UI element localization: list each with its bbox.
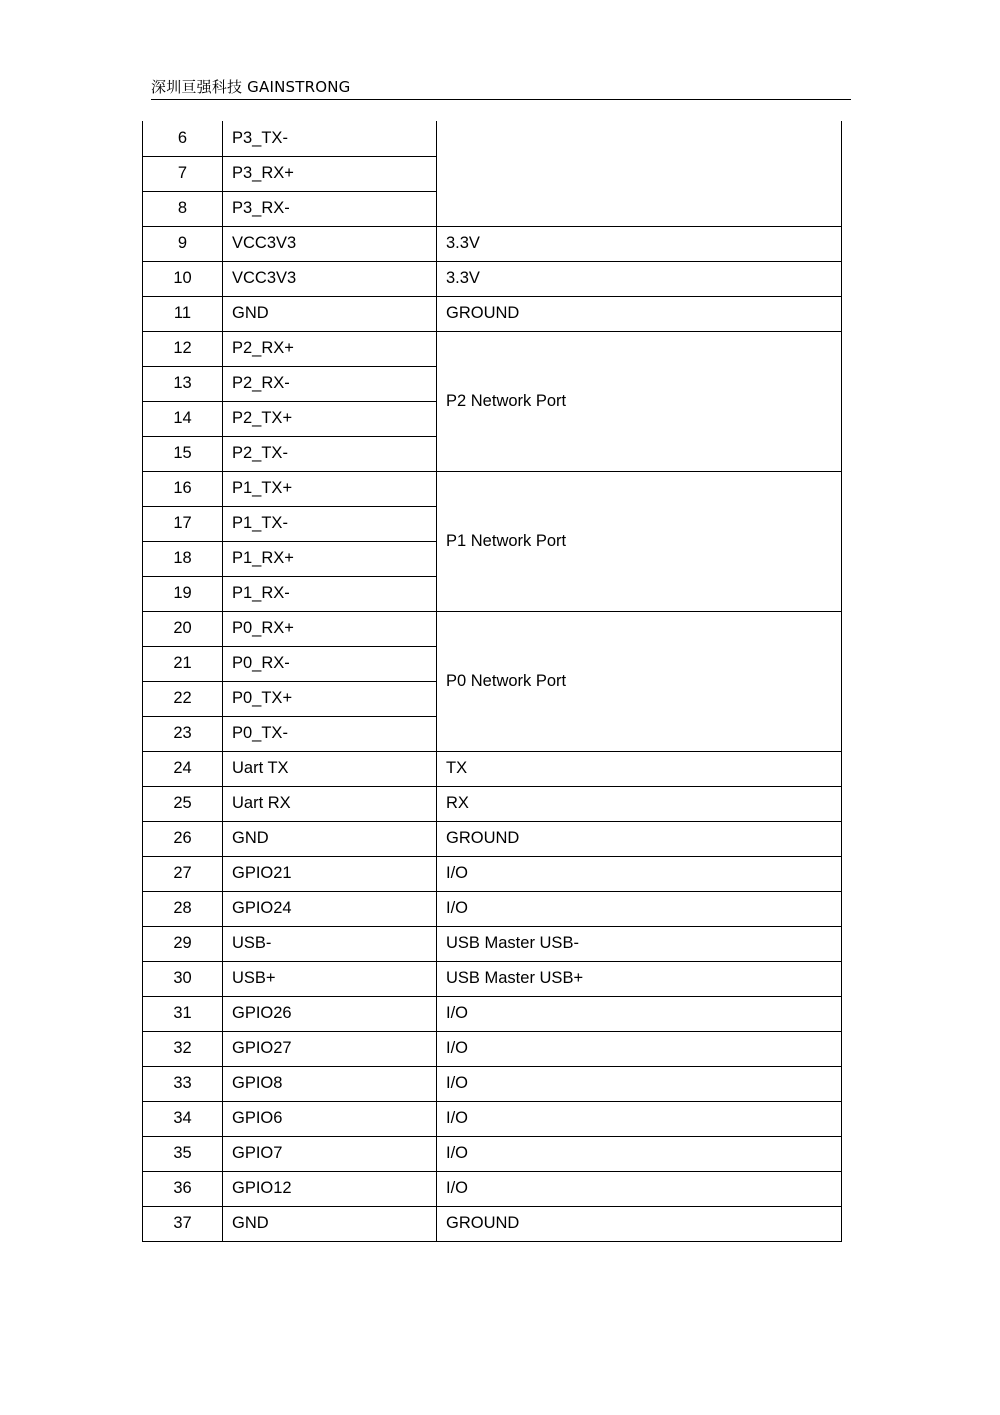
table-row <box>143 786 842 821</box>
header-divider <box>151 99 851 100</box>
pin-description: USB Master USB+ <box>437 961 842 996</box>
pin-number: 32 <box>143 1031 223 1066</box>
table-row <box>143 331 842 366</box>
table-row <box>143 996 842 1031</box>
table-row <box>143 471 842 506</box>
pin-description: RX <box>437 786 842 821</box>
pin-description: P1 Network Port <box>437 471 842 611</box>
pin-number: 25 <box>143 786 223 821</box>
pin-name: P0_TX- <box>223 716 437 751</box>
table-row <box>143 1136 842 1171</box>
pin-name: P2_RX- <box>223 366 437 401</box>
pin-description: TX <box>437 751 842 786</box>
pin-number: 21 <box>143 646 223 681</box>
pin-description: GROUND <box>437 1206 842 1241</box>
pin-name: Uart TX <box>223 751 437 786</box>
table-row <box>143 1031 842 1066</box>
pin-description: 3.3V <box>437 261 842 296</box>
pin-name: P0_RX- <box>223 646 437 681</box>
pin-description: I/O <box>437 1136 842 1171</box>
pin-definition-table <box>142 121 842 1242</box>
pin-description: I/O <box>437 1031 842 1066</box>
pin-number: 12 <box>143 331 223 366</box>
pin-description: GROUND <box>437 296 842 331</box>
pin-number: 10 <box>143 261 223 296</box>
table-row <box>143 1066 842 1101</box>
table-row <box>143 1101 842 1136</box>
table-row <box>143 821 842 856</box>
pin-number: 36 <box>143 1171 223 1206</box>
table-row <box>143 1206 842 1241</box>
table-row <box>143 926 842 961</box>
pin-number: 6 <box>143 121 223 156</box>
pin-description: 3.3V <box>437 226 842 261</box>
pin-number: 7 <box>143 156 223 191</box>
table-row <box>143 121 842 156</box>
pin-name: GPIO12 <box>223 1171 437 1206</box>
pin-name: P3_TX- <box>223 121 437 156</box>
pin-number: 34 <box>143 1101 223 1136</box>
pin-name: P2_TX+ <box>223 401 437 436</box>
table-row <box>143 856 842 891</box>
pin-name: P0_TX+ <box>223 681 437 716</box>
page-header-title: 深圳亘强科技 GAINSTRONG <box>151 78 351 96</box>
pin-number: 33 <box>143 1066 223 1101</box>
pin-number: 24 <box>143 751 223 786</box>
pin-number: 20 <box>143 611 223 646</box>
table-row <box>143 751 842 786</box>
pin-name: GND <box>223 296 437 331</box>
pin-number: 15 <box>143 436 223 471</box>
table-row <box>143 1171 842 1206</box>
pin-number: 28 <box>143 891 223 926</box>
pin-description: P2 Network Port <box>437 331 842 471</box>
pin-description: I/O <box>437 1171 842 1206</box>
pin-name: GPIO27 <box>223 1031 437 1066</box>
pin-description <box>437 121 842 226</box>
pin-name: P1_TX- <box>223 506 437 541</box>
pin-name: P1_RX+ <box>223 541 437 576</box>
pin-name: Uart RX <box>223 786 437 821</box>
pin-description: I/O <box>437 1066 842 1101</box>
pin-name: GPIO6 <box>223 1101 437 1136</box>
pin-number: 9 <box>143 226 223 261</box>
table-row <box>143 891 842 926</box>
pin-number: 26 <box>143 821 223 856</box>
pin-number: 18 <box>143 541 223 576</box>
pin-name: P0_RX+ <box>223 611 437 646</box>
pin-name: VCC3V3 <box>223 261 437 296</box>
pin-number: 35 <box>143 1136 223 1171</box>
pin-name: GND <box>223 1206 437 1241</box>
pin-number: 37 <box>143 1206 223 1241</box>
pin-name: GPIO7 <box>223 1136 437 1171</box>
pin-description: I/O <box>437 1101 842 1136</box>
pin-name: P2_RX+ <box>223 331 437 366</box>
pin-name: GPIO26 <box>223 996 437 1031</box>
table-row <box>143 611 842 646</box>
pin-name: GPIO21 <box>223 856 437 891</box>
pin-description: I/O <box>437 891 842 926</box>
pin-number: 14 <box>143 401 223 436</box>
pin-number: 16 <box>143 471 223 506</box>
pin-number: 11 <box>143 296 223 331</box>
pin-number: 23 <box>143 716 223 751</box>
pin-name: USB+ <box>223 961 437 996</box>
pin-number: 27 <box>143 856 223 891</box>
pin-number: 22 <box>143 681 223 716</box>
pin-description: P0 Network Port <box>437 611 842 751</box>
pin-name: P1_RX- <box>223 576 437 611</box>
pin-number: 29 <box>143 926 223 961</box>
pin-number: 31 <box>143 996 223 1031</box>
pin-description: I/O <box>437 996 842 1031</box>
table-row <box>143 296 842 331</box>
pin-description: GROUND <box>437 821 842 856</box>
pin-number: 17 <box>143 506 223 541</box>
table-row <box>143 261 842 296</box>
pin-number: 8 <box>143 191 223 226</box>
table-row <box>143 961 842 996</box>
pin-name: P3_RX+ <box>223 156 437 191</box>
pin-name: P1_TX+ <box>223 471 437 506</box>
pin-name: P3_RX- <box>223 191 437 226</box>
pin-name: GND <box>223 821 437 856</box>
pin-description: I/O <box>437 856 842 891</box>
pin-name: GPIO24 <box>223 891 437 926</box>
pin-number: 13 <box>143 366 223 401</box>
pin-number: 30 <box>143 961 223 996</box>
pin-name: USB- <box>223 926 437 961</box>
pin-name: P2_TX- <box>223 436 437 471</box>
pin-number: 19 <box>143 576 223 611</box>
table-row <box>143 226 842 261</box>
pin-description: USB Master USB- <box>437 926 842 961</box>
pin-name: VCC3V3 <box>223 226 437 261</box>
pin-name: GPIO8 <box>223 1066 437 1101</box>
